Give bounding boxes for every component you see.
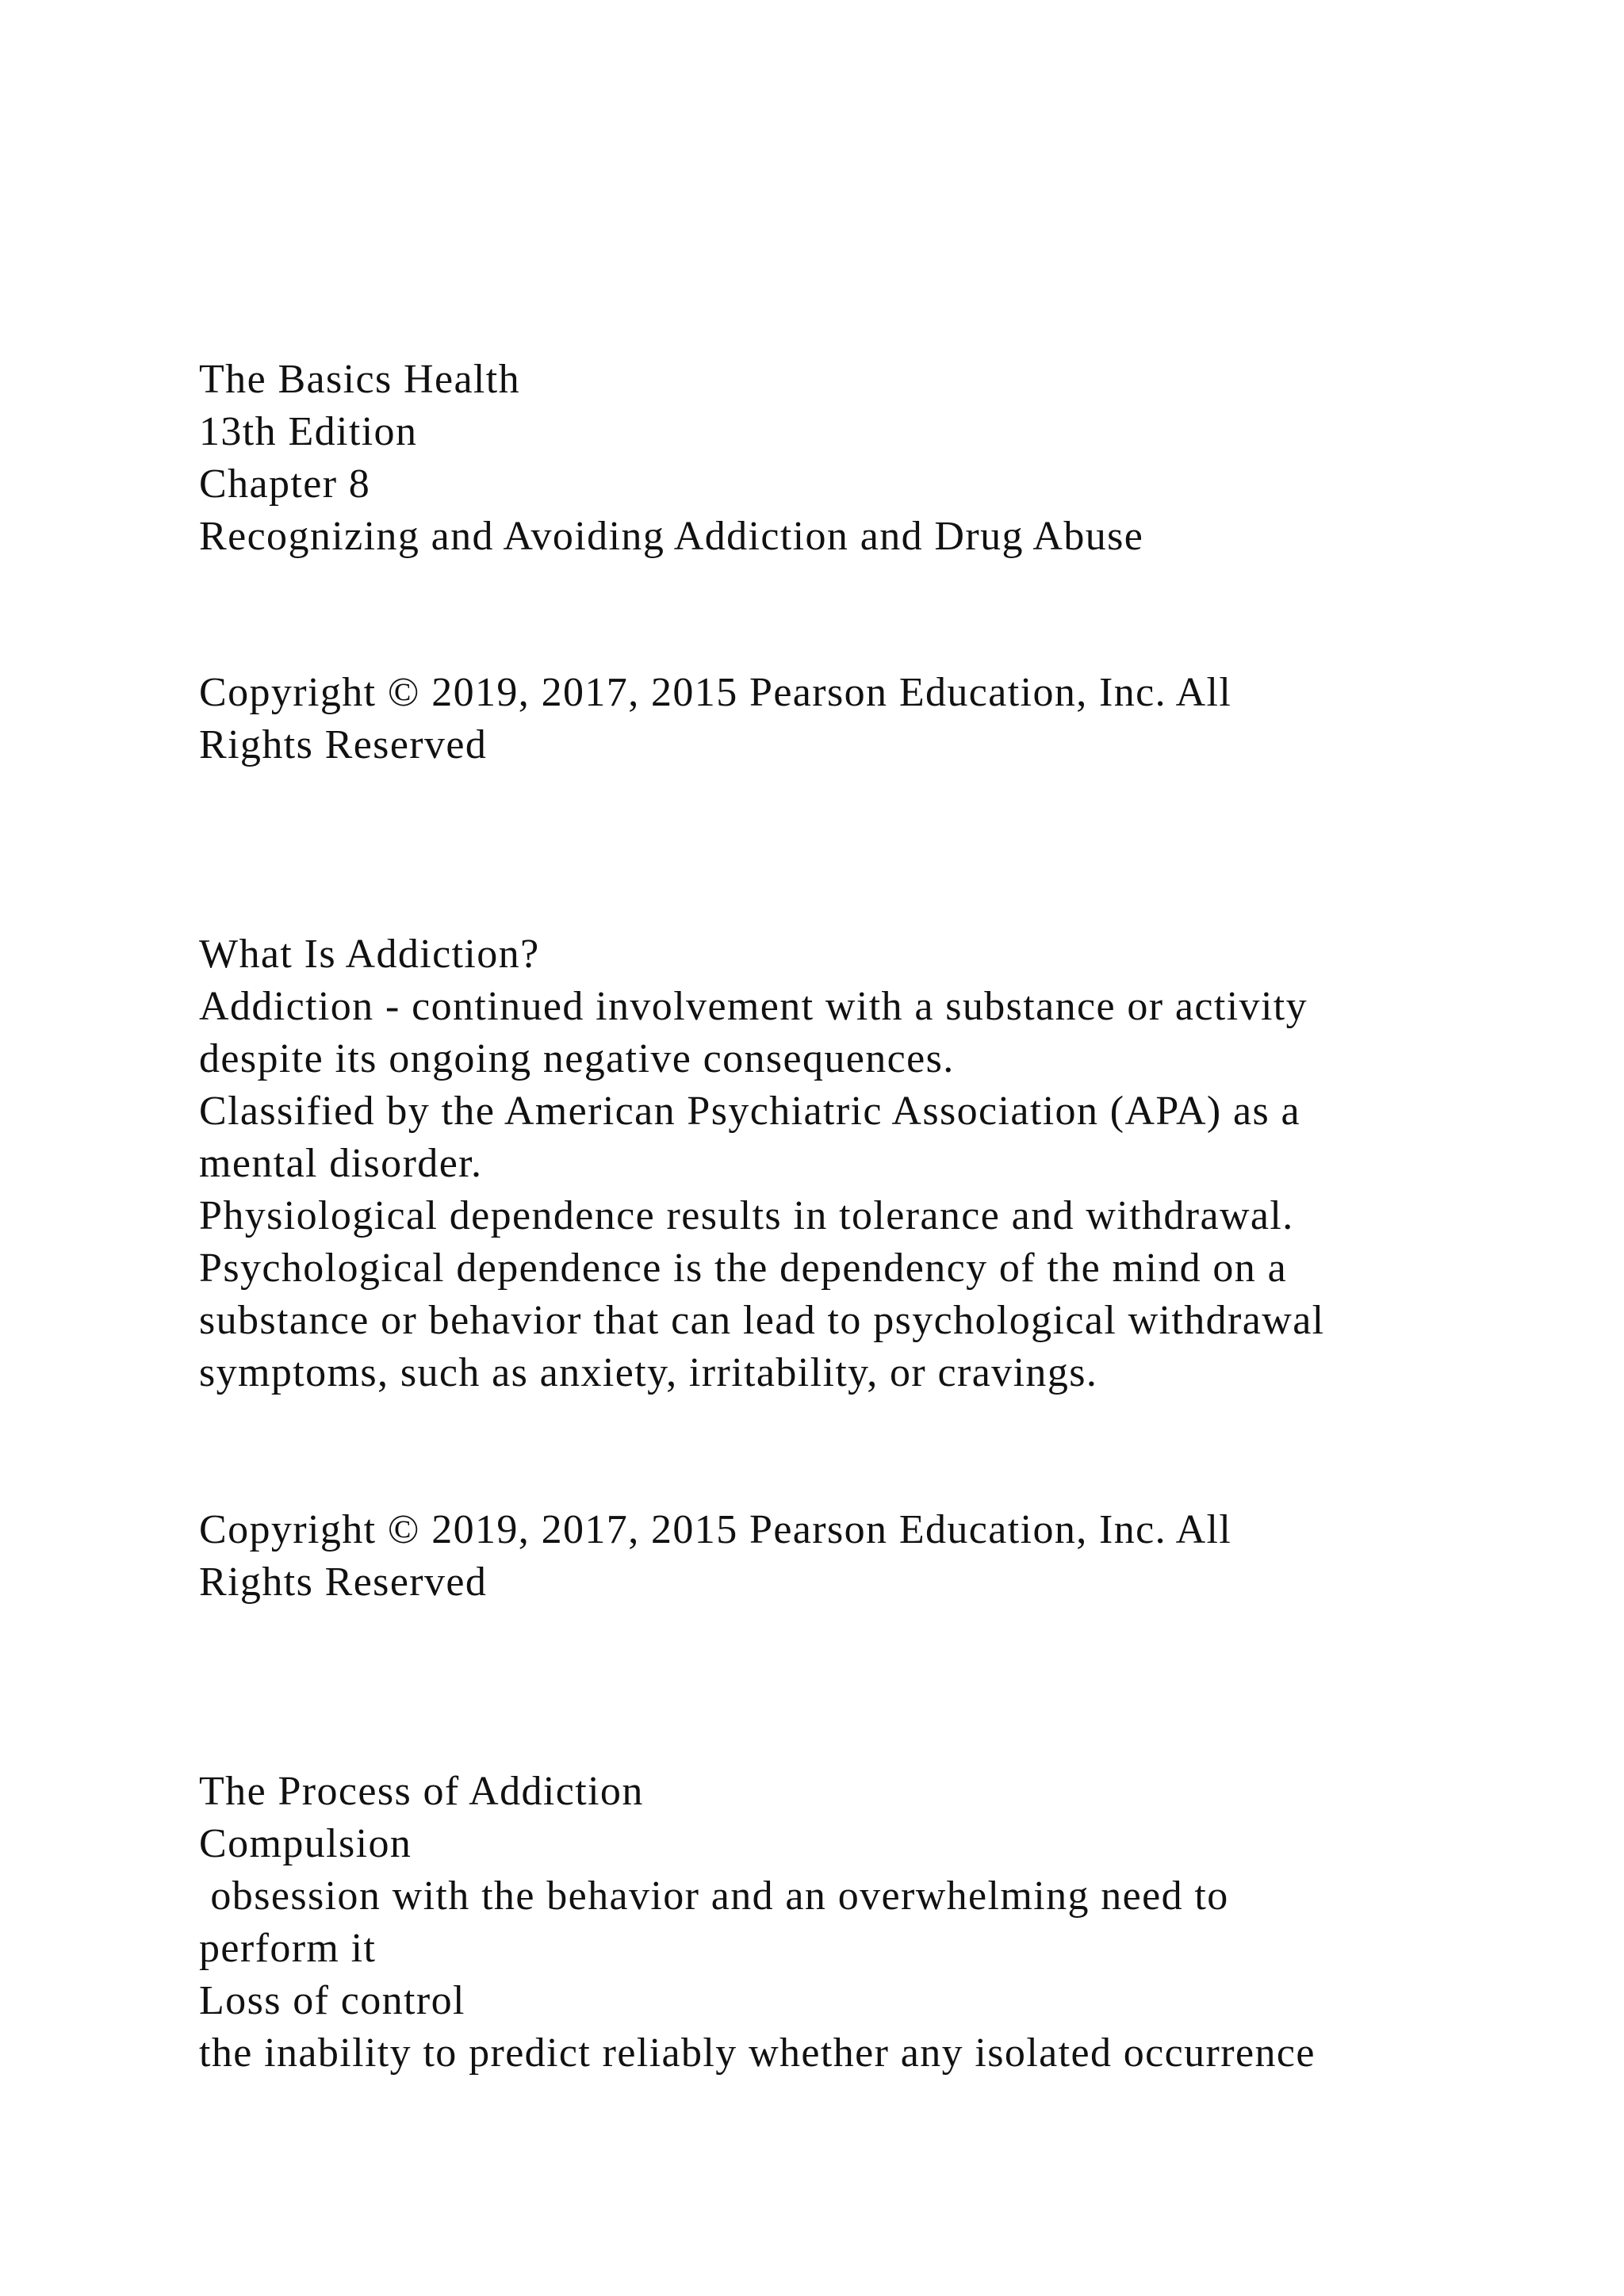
chapter-label: Chapter 8 [199, 461, 371, 507]
body-line: Compulsion [199, 1821, 412, 1866]
copyright-line: Copyright © 2019, 2017, 2015 Pearson Education, Inc. All [199, 1507, 1232, 1552]
body-line: substance or behavior that can lead to psychological withdrawal [199, 1298, 1325, 1343]
body-line: Addiction - continued involvement with a substance or activity [199, 984, 1308, 1029]
body-line: Classified by the American Psychiatric Association (APA) as a [199, 1089, 1301, 1134]
body-line: Loss of control [199, 1978, 465, 2023]
copyright-line: Rights Reserved [199, 1559, 488, 1605]
body-line: despite its ongoing negative consequences. [199, 1036, 955, 1081]
book-title: The Basics Health [199, 357, 521, 402]
copyright-line: Copyright © 2019, 2017, 2015 Pearson Education, Inc. All [199, 670, 1232, 715]
body-line: Physiological dependence results in tolerance and withdrawal. [199, 1193, 1294, 1238]
edition-label: 13th Edition [199, 409, 418, 454]
copyright-line: Rights Reserved [199, 722, 488, 767]
body-line: perform it [199, 1926, 377, 1971]
section-heading: What Is Addiction? [199, 932, 540, 977]
body-line: mental disorder. [199, 1141, 483, 1186]
body-line: obsession with the behavior and an overwhelming need to [199, 1873, 1229, 1919]
body-line: symptoms, such as anxiety, irritability, or cravings. [199, 1350, 1098, 1395]
section-heading: The Process of Addiction [199, 1769, 644, 1814]
chapter-title: Recognizing and Avoiding Addiction and Drug Abuse [199, 514, 1144, 559]
body-line: the inability to predict reliably whether any isolated occurrence [199, 2030, 1316, 2076]
body-line: Psychological dependence is the dependency of the mind on a [199, 1246, 1288, 1291]
